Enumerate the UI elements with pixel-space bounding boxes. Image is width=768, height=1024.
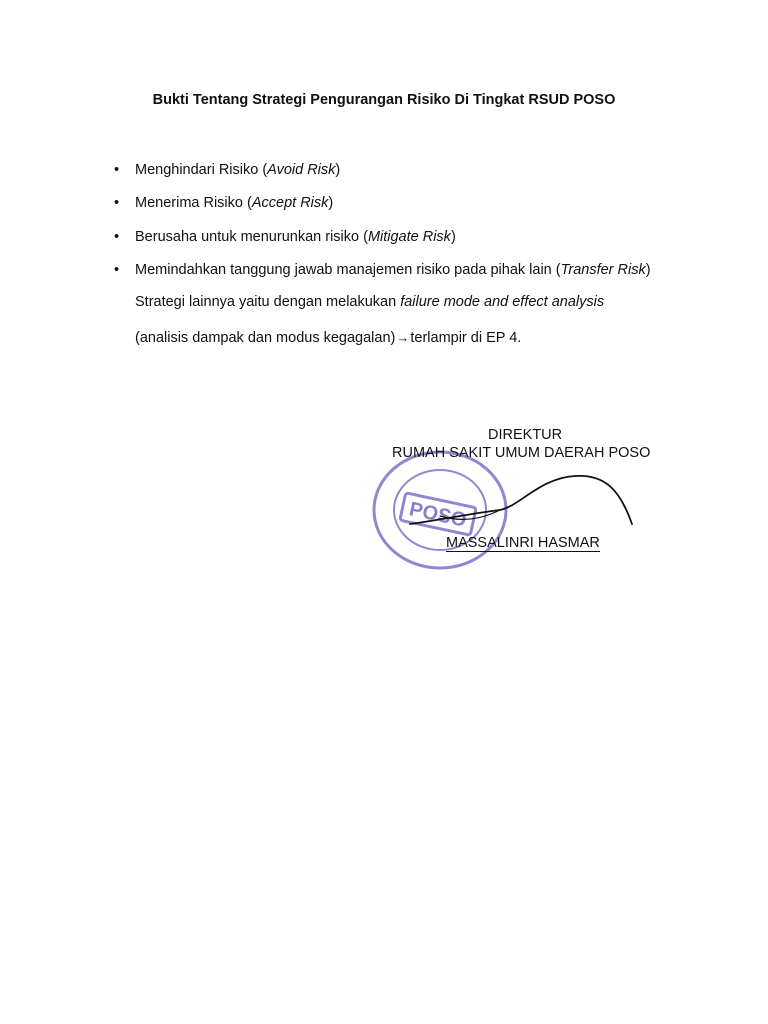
bullet-text: Menghindari Risiko ( (135, 162, 268, 178)
document-title: Bukti Tentang Strategi Pengurangan Risiko Di Tingkat RSUD POSO (152, 92, 616, 108)
fmea-paragraph: Strategi lainnya yaitu dengan melakukan failure mode and effect analysis (135, 294, 605, 310)
bullet-italic-term: Mitigate Risk (367, 228, 451, 245)
document-page: Bukti Tentang Strategi Pengurangan Risiko Di Tingkat RSUD POSO • Menghindari Risiko (Avoid Risk) • Menerima Risiko (Accept Risk) • Berusaha untuk menurunkan risiko (Mitigate Risk) • Memindahkan tanggung jawab manajemen risiko pada pihak lain (Transfer Risk) Strategi lainnya yaitu dengan melakukan failure mode and effect analysis (analisis dampak dan modus kegagalan)→terlampir di EP 4. POSO DIREKTUR RUMAH SAKIT UMUM DAERAH POSO MASSALINRI HASMAR (0, 0, 768, 1024)
bullet-italic-term: Avoid Risk (267, 162, 336, 178)
fmea-term: failure mode and effect analysis (400, 294, 605, 310)
bullet-italic-term: Transfer Risk (560, 261, 646, 278)
bullet-text: Memindahkan tanggung jawab manajemen risiko pada pihak lain ( (135, 261, 561, 278)
stamp-text: POSO (407, 498, 469, 532)
institution-name: RUMAH SAKIT UMUM DAERAH POSO (392, 445, 651, 461)
bullet-text: Menerima Risiko ( (135, 195, 252, 212)
bullet-italic-term: Accept Risk (251, 195, 329, 212)
fmea-translation: (analisis dampak dan modus kegagalan)→terlampir di EP 4. (135, 330, 522, 346)
signatory-position: DIREKTUR (488, 427, 563, 443)
bullet-icon: • (114, 195, 120, 212)
bullet-icon: • (114, 162, 120, 178)
bullet-icon: • (114, 228, 120, 245)
bullet-icon: • (114, 261, 120, 278)
signatory-name: MASSALINRI HASMAR (446, 535, 600, 551)
handwritten-signature (400, 460, 660, 540)
bullet-text: Berusaha untuk menurunkan risiko ( (135, 228, 368, 245)
arrow-right-icon: → (396, 330, 410, 345)
signature-block (340, 400, 680, 600)
